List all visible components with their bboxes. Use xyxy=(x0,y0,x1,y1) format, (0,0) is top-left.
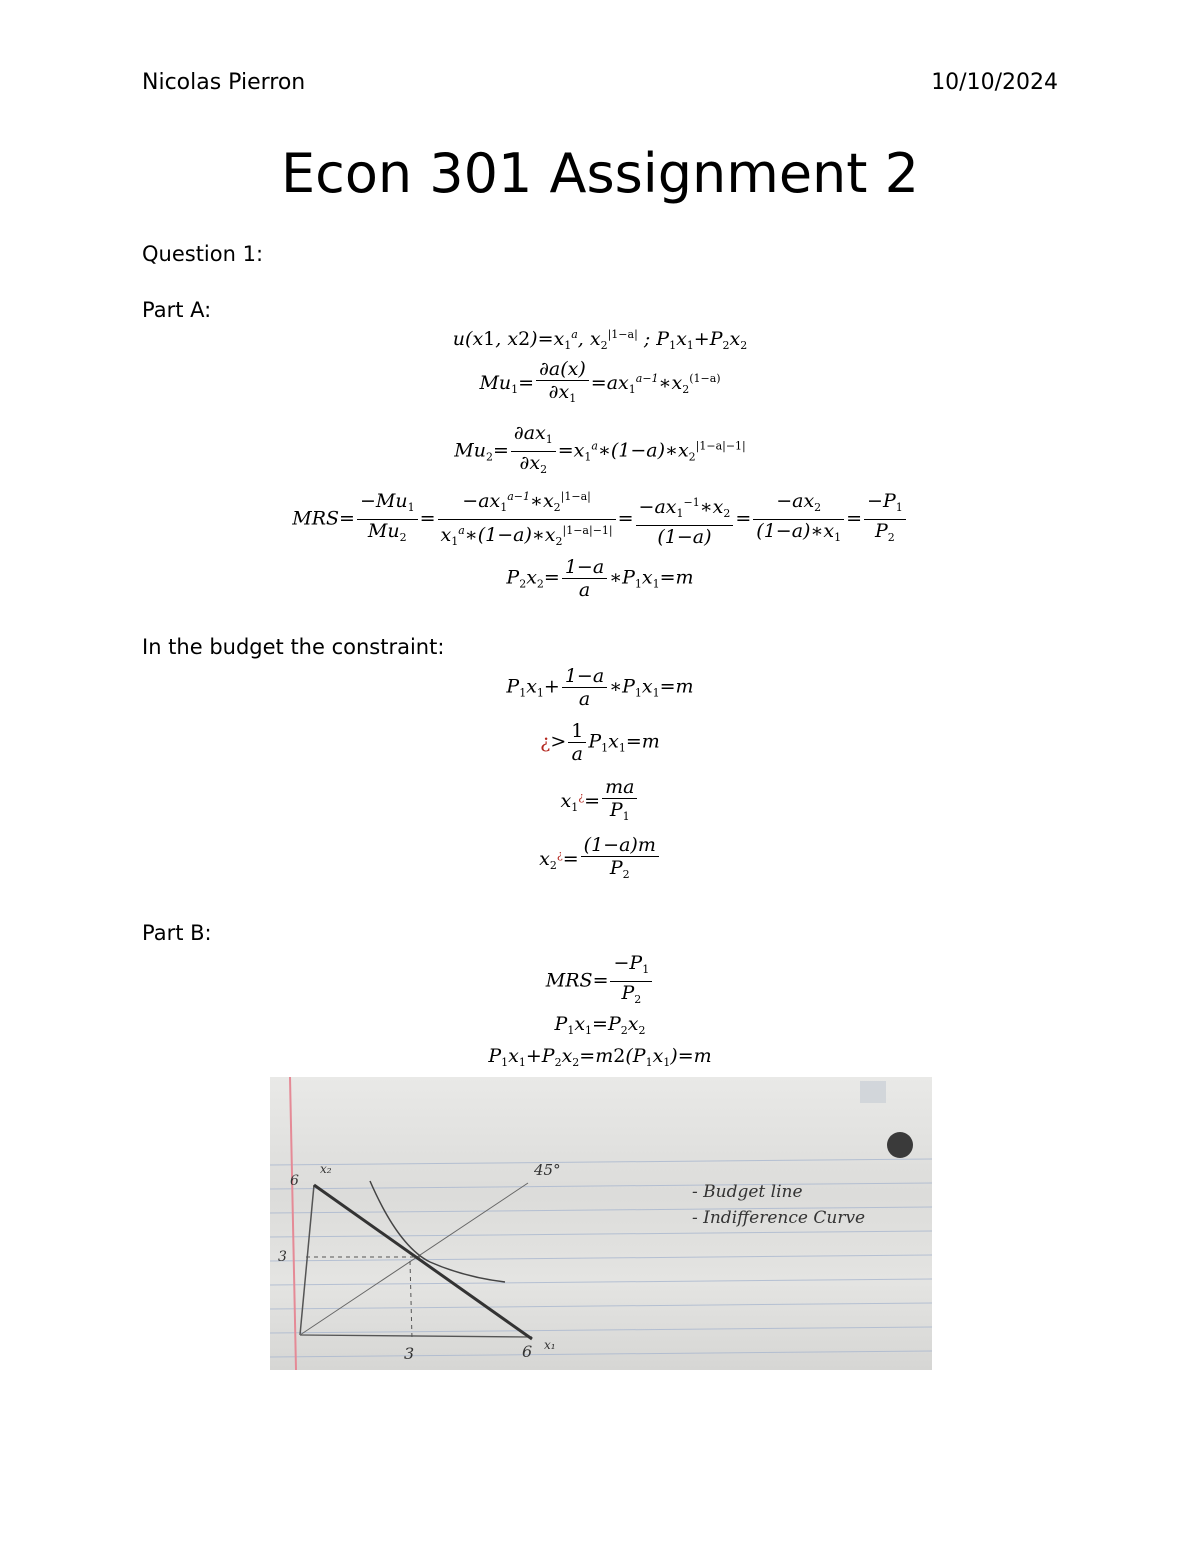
axis-label-x2: x₂ xyxy=(320,1162,332,1176)
indifference-curve xyxy=(370,1181,505,1282)
budget-sum-equation: $P_1x_1+P_2x_2=m2(P_1x_1)=m$ xyxy=(488,1045,712,1069)
marginal-utility-2: $Mu_2=$ $\frac{\partial ax_1}{\partial x_2}$ $=x_1^a∗(1-a)∗x_2^{|1-a|-1|}$ xyxy=(454,422,746,476)
question-1-label: Question 1: xyxy=(142,242,264,266)
p2x2-equation: $P_2x_2=$ $\frac{1-a}{a}$ $∗P_1x_1=m$ xyxy=(506,556,694,601)
label-45-degrees: 45° xyxy=(534,1161,561,1179)
y-axis xyxy=(300,1185,314,1335)
x-tick-3: 3 xyxy=(404,1344,415,1363)
legend-budget-line: - Budget line xyxy=(692,1182,803,1202)
part-a-label: Part A: xyxy=(142,298,212,322)
legend-indifference-curve: - Indifference Curve xyxy=(692,1208,866,1228)
x1-demand: $x_1^¿=$ $\frac{ma}{P_1}$ xyxy=(0,776,1200,828)
axis-label-x1: x₁ xyxy=(544,1338,556,1352)
marginal-utility-1: $Mu_1=$ $\frac{\partial a(x)}{\partial x_1}$ $=ax_1^{a-1}∗x_2^{(1-a)}$ xyxy=(479,358,721,405)
budget-line xyxy=(314,1185,532,1339)
budget-equation-2: ¿> $\frac{1}{a}$ $P_1x_1=m$ xyxy=(540,720,660,765)
x-tick-6: 6 xyxy=(522,1342,533,1361)
x-axis xyxy=(300,1335,532,1337)
x2-demand: $x_2^¿=$ $\frac{(1-a)m}{P_2}$ xyxy=(0,834,1200,886)
handdrawn-graph-photo xyxy=(270,1077,932,1370)
mrs-equation: MRS= $\frac{-Mu_1}{Mu_2}$ = $\frac{-ax_1^{a-1}∗x_2^{|1-a|}}{x_1^a∗(1-a)∗x_2^{|1-a|-1|}}$ = $\frac{-ax_1^{-1}∗x_2}{(1-a)}$ = $\frac{-ax_2}{(1-a)∗x_1}$ = $\frac{-P_1}{P_2}$ xyxy=(0,486,1200,553)
budget-equation-1: $P_1x_1+$ $\frac{1-a}{a}$ $∗P_1x_1=m$ xyxy=(506,665,694,710)
page-title: Econ 301 Assignment 2 xyxy=(281,142,919,205)
graph-sketch xyxy=(270,1077,932,1370)
date: 10/10/2024 xyxy=(931,70,1058,95)
y-tick-6: 6 xyxy=(290,1173,299,1189)
equal-spending-equation: $P_1x_1=P_2x_2$ xyxy=(554,1013,646,1037)
utility-equation: u(x1, $x2)=x_1^a$, $x_2^{|1-a|}$ ; $P_1x_1+P_2x_2$ xyxy=(452,328,748,352)
author-name: Nicolas Pierron xyxy=(142,70,306,95)
mrs-equals-price-ratio: MRS= $\frac{-P_1}{P_2}$ xyxy=(0,952,1200,1011)
y-tick-3: 3 xyxy=(278,1249,287,1265)
budget-constraint-label: In the budget the constraint: xyxy=(142,635,445,659)
part-b-label: Part B: xyxy=(142,921,212,945)
